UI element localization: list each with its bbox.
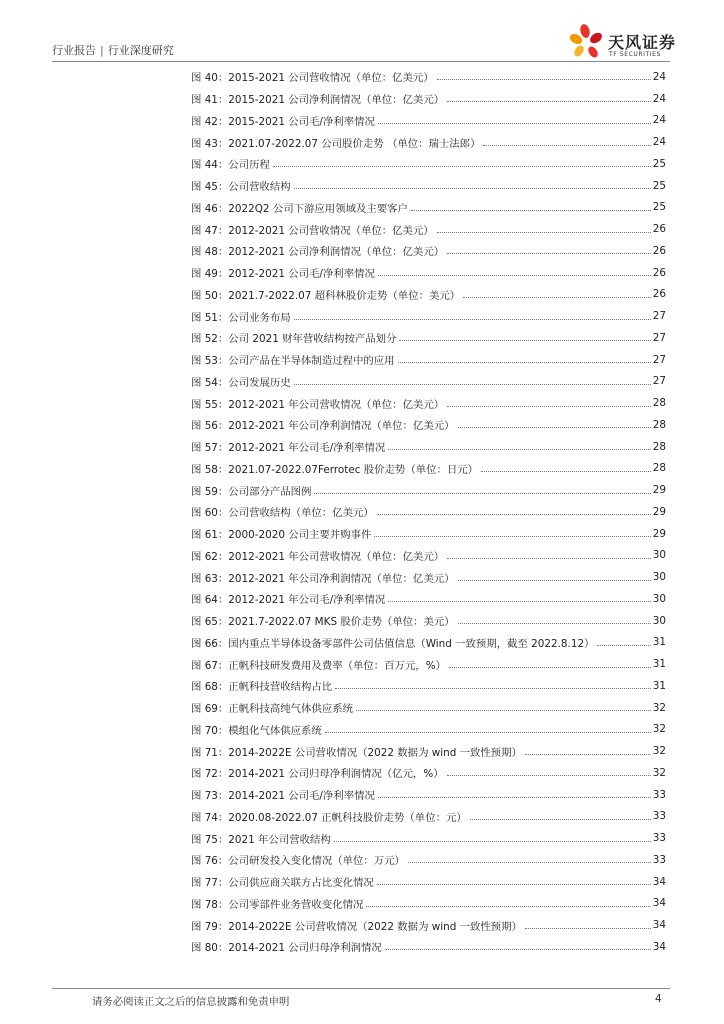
toc-dot-leader: [378, 275, 651, 276]
report-category: [52, 42, 174, 58]
toc-entry-label[interactable]: 图 67：正帆科技研发费用及费率（单位：百万元，%）: [191, 659, 446, 672]
toc-entry-label[interactable]: 图 51：公司业务布局: [191, 311, 291, 324]
toc-entry-label[interactable]: 图 54：公司发展历史: [191, 376, 291, 389]
toc-entry-page[interactable]: 27: [652, 331, 666, 344]
toc-entry-label[interactable]: 图 78：公司零部件业务营收变化情况: [191, 898, 364, 911]
toc-dot-leader: [447, 101, 651, 102]
toc-entry-label[interactable]: 图 68：正帆科技营收结构占比: [191, 681, 333, 694]
toc-entry-page[interactable]: 25: [652, 201, 666, 214]
toc-dot-leader: [385, 949, 651, 950]
toc-entry-page[interactable]: 27: [652, 375, 666, 388]
toc-entry[interactable]: [191, 349, 666, 371]
toc-dot-leader: [294, 319, 651, 320]
toc-entry-page[interactable]: 32: [652, 745, 666, 758]
toc-entry-label[interactable]: 图 42：2015-2021 公司毛/净利率情况: [191, 115, 375, 128]
toc-entry[interactable]: [191, 893, 666, 915]
toc-dot-leader: [525, 754, 651, 755]
toc-entry-label[interactable]: 图 71：2014-2022E 公司营收情况（2022 数据为 wind 一致性预期）: [191, 746, 522, 759]
toc-entry[interactable]: [191, 914, 666, 936]
toc-entry-page[interactable]: 29: [652, 527, 666, 540]
toc-dot-leader: [294, 384, 651, 385]
toc-entry[interactable]: [191, 588, 666, 610]
toc-entry-page[interactable]: 34: [652, 919, 666, 932]
figure-list: [191, 66, 666, 958]
toc-entry-label[interactable]: 图 47：2012-2021 公司营收情况（单位：亿美元）: [191, 224, 434, 237]
toc-entry-page[interactable]: 32: [652, 723, 666, 736]
toc-entry-label[interactable]: 图 65：2021.7-2022.07 MKS 股价走势（单位：美元）: [191, 616, 455, 629]
toc-entry[interactable]: [191, 175, 666, 197]
toc-dot-leader: [463, 297, 651, 298]
toc-entry-page[interactable]: 26: [652, 244, 666, 257]
toc-dot-leader: [597, 645, 650, 646]
toc-entry-label[interactable]: 图 73：2014-2021 公司毛/净利率情况: [191, 790, 375, 803]
toc-entry[interactable]: [191, 610, 666, 632]
toc-entry-page[interactable]: 28: [652, 440, 666, 453]
toc-dot-leader: [366, 906, 650, 907]
toc-entry[interactable]: [191, 262, 666, 284]
logo-name-en: TF SECURITIES: [609, 51, 661, 58]
page-header: [0, 0, 724, 62]
toc-entry[interactable]: [191, 523, 666, 545]
toc-entry[interactable]: [191, 501, 666, 523]
header-divider: [52, 61, 670, 62]
toc-dot-leader: [388, 601, 651, 602]
toc-entry-page[interactable]: 34: [652, 875, 666, 888]
toc-entry-label[interactable]: 图 45：公司营收结构: [191, 181, 291, 194]
toc-entry-page[interactable]: 33: [652, 853, 666, 866]
toc-entry-label[interactable]: 图 72：2014-2021 公司归母净利润情况（亿元，%）: [191, 768, 444, 781]
toc-entry-label[interactable]: 图 77：公司供应商关联方占比变化情况: [191, 877, 374, 890]
toc-entry-page[interactable]: 25: [652, 179, 666, 192]
toc-dot-leader: [273, 166, 651, 167]
toc-entry[interactable]: [191, 371, 666, 393]
tf-securities-logo: [568, 22, 678, 62]
toc-entry-page[interactable]: 30: [652, 549, 666, 562]
toc-entry-label[interactable]: 图 57：2012-2021 年公司毛/净利率情况: [191, 442, 386, 455]
toc-dot-leader: [377, 514, 651, 515]
toc-entry-page[interactable]: 33: [652, 788, 666, 801]
toc-entry[interactable]: [191, 131, 666, 153]
toc-entry[interactable]: [191, 479, 666, 501]
toc-dot-leader: [525, 928, 651, 929]
toc-entry-label[interactable]: 图 40：2015-2021 公司营收情况（单位：亿美元）: [191, 72, 434, 85]
toc-entry[interactable]: [191, 218, 666, 240]
toc-dot-leader: [377, 884, 651, 885]
toc-dot-leader: [334, 841, 651, 842]
toc-entry[interactable]: [191, 740, 666, 762]
toc-entry-label[interactable]: 图 61：2000-2020 公司主要并购事件: [191, 529, 372, 542]
footer-divider: [52, 988, 670, 989]
report-subtype: 行业深度研究: [107, 44, 174, 57]
toc-entry-label[interactable]: 图 58：2021.07-2022.07Ferrotec 股价走势（单位：日元）: [191, 463, 479, 476]
toc-entry-page[interactable]: 34: [652, 897, 666, 910]
toc-entry-label[interactable]: 图 43：2021.07-2022.07 公司股价走势 （单位：瑞士法郎）: [191, 137, 481, 150]
toc-dot-leader: [437, 232, 651, 233]
toc-entry[interactable]: [191, 436, 666, 458]
toc-entry-label[interactable]: 图 48：2012-2021 公司净利润情况（单位：亿美元）: [191, 246, 445, 259]
toc-dot-leader: [374, 536, 650, 537]
toc-entry[interactable]: [191, 197, 666, 219]
toc-entry-page[interactable]: 24: [652, 70, 666, 83]
toc-entry-label[interactable]: 图 44：公司历程: [191, 159, 270, 172]
toc-entry-label[interactable]: 图 50：2021.7-2022.07 超科林股价走势（单位：美元）: [191, 289, 461, 302]
toc-entry-page[interactable]: 31: [652, 636, 666, 649]
toc-entry-page[interactable]: 33: [652, 810, 666, 823]
toc-entry[interactable]: [191, 458, 666, 480]
toc-entry-label[interactable]: 图 79：2014-2022E 公司营收情况（2022 数据为 wind 一致性预期）: [191, 920, 522, 933]
toc-entry-page[interactable]: 26: [652, 266, 666, 279]
toc-dot-leader: [388, 449, 651, 450]
toc-entry[interactable]: [191, 632, 666, 654]
toc-entry-label[interactable]: 图 49：2012-2021 公司毛/净利率情况: [191, 268, 375, 281]
toc-entry-page[interactable]: 32: [652, 701, 666, 714]
toc-entry-page[interactable]: 31: [652, 658, 666, 671]
toc-entry-page[interactable]: 30: [652, 571, 666, 584]
toc-entry-page[interactable]: 30: [652, 614, 666, 627]
toc-entry-label[interactable]: 图 46：2022Q2 公司下游应用领域及主要客户: [191, 202, 408, 215]
toc-entry-label[interactable]: 图 55：2012-2021 年公司营收情况（单位：亿美元）: [191, 398, 445, 411]
toc-entry[interactable]: [191, 784, 666, 806]
logo-name-cn: 天风证券: [608, 33, 677, 52]
toc-entry-page[interactable]: 26: [652, 223, 666, 236]
toc-entry-page[interactable]: 25: [652, 157, 666, 170]
toc-dot-leader: [356, 710, 651, 711]
toc-entry[interactable]: [191, 849, 666, 871]
toc-entry-label[interactable]: 图 59：公司部分产品图例: [191, 485, 312, 498]
toc-entry-label[interactable]: 图 76：公司研发投入变化情况（单位：万元）: [191, 855, 405, 868]
toc-entry[interactable]: [191, 88, 666, 110]
toc-dot-leader: [335, 688, 651, 689]
toc-entry[interactable]: [191, 719, 666, 741]
toc-entry[interactable]: [191, 827, 666, 849]
toc-dot-leader: [378, 797, 651, 798]
toc-entry-label[interactable]: 图 63：2012-2021 年公司净利润情况（单位：亿美元）: [191, 572, 455, 585]
toc-entry-page[interactable]: 27: [652, 353, 666, 366]
toc-dot-leader: [458, 623, 651, 624]
toc-dot-leader: [458, 580, 651, 581]
toc-entry-page[interactable]: 34: [652, 940, 666, 953]
toc-entry[interactable]: [191, 566, 666, 588]
toc-entry-label[interactable]: 图 80：2014-2021 公司归母净利润情况: [191, 942, 382, 955]
toc-entry[interactable]: [191, 284, 666, 306]
toc-entry-page[interactable]: 28: [652, 397, 666, 410]
toc-entry-page[interactable]: 24: [652, 114, 666, 127]
toc-dot-leader: [399, 340, 650, 341]
report-type: 行业报告: [52, 44, 96, 57]
toc-entry-label[interactable]: 图 70：模组化气体供应系统: [191, 724, 322, 737]
toc-entry-page[interactable]: 24: [652, 92, 666, 105]
toc-dot-leader: [437, 79, 651, 80]
toc-entry-page[interactable]: 28: [652, 418, 666, 431]
toc-entry-page[interactable]: 33: [652, 832, 666, 845]
toc-entry[interactable]: [191, 110, 666, 132]
toc-dot-leader: [378, 123, 651, 124]
toc-entry[interactable]: [191, 806, 666, 828]
toc-entry-label[interactable]: 图 53：公司产品在半导体制造过程中的应用: [191, 355, 395, 368]
toc-entry[interactable]: [191, 762, 666, 784]
toc-entry-page[interactable]: 30: [652, 592, 666, 605]
toc-dot-leader: [398, 362, 651, 363]
toc-dot-leader: [481, 471, 651, 472]
toc-entry[interactable]: [191, 66, 666, 88]
toc-entry-label[interactable]: 图 66：国内重点半导体设备零部件公司估值信息（Wind 一致预期，截至 2022.8.12）: [191, 637, 595, 650]
toc-entry-label[interactable]: 图 74：2020.08-2022.07 正帆科技股价走势（单位：元）: [191, 811, 467, 824]
toc-entry[interactable]: [191, 871, 666, 893]
toc-entry-label[interactable]: 图 75：2021 年公司营收结构: [191, 833, 331, 846]
toc-entry-page[interactable]: 28: [652, 462, 666, 475]
toc-dot-leader: [458, 427, 651, 428]
toc-dot-leader: [325, 732, 651, 733]
toc-entry[interactable]: [191, 545, 666, 567]
toc-entry-page[interactable]: 27: [652, 310, 666, 323]
toc-entry[interactable]: [191, 697, 666, 719]
toc-entry-label[interactable]: 图 62：2012-2021 年公司营收情况（单位：亿美元）: [191, 550, 445, 563]
toc-entry-page[interactable]: 24: [652, 136, 666, 149]
toc-dot-leader: [411, 210, 651, 211]
toc-entry[interactable]: [191, 327, 666, 349]
header-separator: |: [100, 44, 104, 57]
toc-entry-label[interactable]: 图 64：2012-2021 年公司毛/净利率情况: [191, 594, 386, 607]
toc-entry[interactable]: [191, 153, 666, 175]
toc-entry-label[interactable]: 图 56：2012-2021 年公司净利润情况（单位：亿美元）: [191, 420, 455, 433]
toc-entry[interactable]: [191, 414, 666, 436]
toc-entry[interactable]: [191, 653, 666, 675]
toc-entry[interactable]: [191, 936, 666, 958]
toc-dot-leader: [447, 253, 651, 254]
toc-dot-leader: [470, 819, 651, 820]
toc-entry-label[interactable]: 图 52：公司 2021 财年营收结构按产品划分: [191, 333, 397, 346]
toc-dot-leader: [483, 145, 650, 146]
toc-entry-label[interactable]: 图 60：公司营收结构（单位：亿美元）: [191, 507, 374, 520]
toc-dot-leader: [447, 775, 651, 776]
footer-page-number: 4: [655, 993, 662, 1005]
footer-disclaimer: 请务必阅读正文之后的信息披露和免责申明: [92, 996, 290, 1008]
toc-entry[interactable]: [191, 305, 666, 327]
toc-entry-page[interactable]: 32: [652, 766, 666, 779]
toc-dot-leader: [408, 862, 651, 863]
toc-entry-page[interactable]: 31: [652, 679, 666, 692]
toc-dot-leader: [447, 558, 651, 559]
toc-dot-leader: [447, 406, 651, 407]
toc-entry-label[interactable]: 图 69：正帆科技高纯气体供应系统: [191, 703, 353, 716]
toc-entry-page[interactable]: 26: [652, 288, 666, 301]
toc-entry[interactable]: [191, 240, 666, 262]
toc-dot-leader: [449, 667, 651, 668]
toc-entry-page[interactable]: 29: [652, 505, 666, 518]
toc-dot-leader: [294, 188, 651, 189]
toc-entry[interactable]: [191, 392, 666, 414]
toc-entry-page[interactable]: 29: [652, 484, 666, 497]
toc-entry[interactable]: [191, 675, 666, 697]
toc-entry-label[interactable]: 图 41：2015-2021 公司净利润情况（单位：亿美元）: [191, 94, 445, 107]
tf-securities-flower-logo-icon: [568, 22, 606, 62]
toc-dot-leader: [314, 493, 650, 494]
